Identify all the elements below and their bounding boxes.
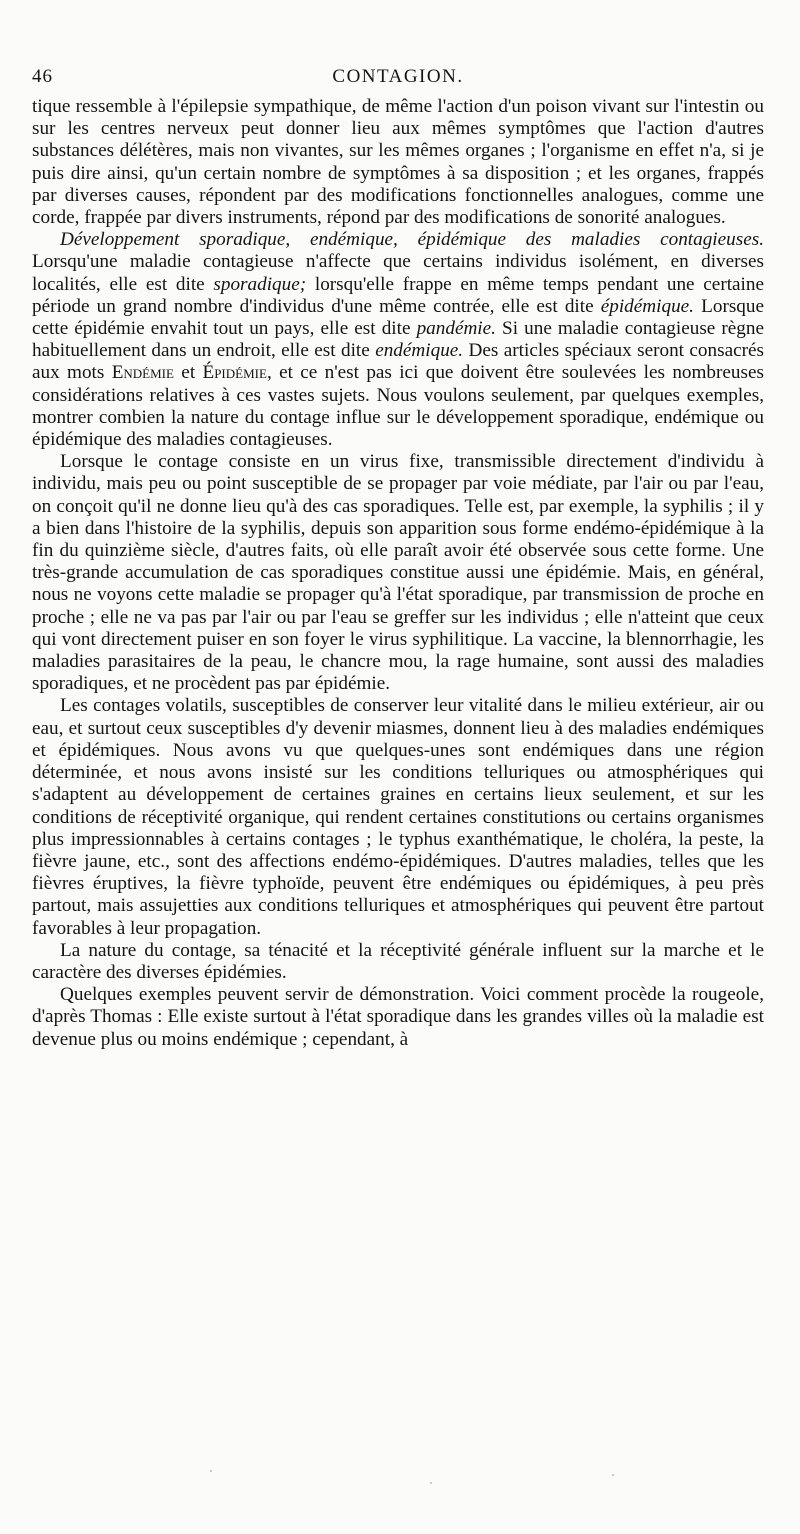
paragraph-development: Développement sporadique, endémique, épidémique des maladies contagieuses. Lorsqu'une maladie contagieuse n'affecte que certains individus isolément, en diverses localités, elle est dite sporadique; lorsqu'elle frappe en même temps pendant une certaine période un grand nombre d'individus d'une même contrée, elle est dite épidémique. Lorsque cette épidémie envahit tout un pays, elle est dite pandémie. Si une maladie contagieuse règne habituellement dans un endroit, elle est dite endémique. Des articles spéciaux seront consacrés aux mots Endémie et Épidémie, et ce n'est pas ici que doivent être soulevées les nombreuses considérations relatives à ces vastes sujets. Nous voulons seulement, par quelques exemples, montrer combien la nature du contage influe sur le développement sporadique, endémique ou épidémique des maladies contagieuses. (32, 229, 765, 451)
section-heading: Développement sporadique, endémique, épidémique des maladies contagieuses. (60, 229, 764, 251)
print-speck (612, 1474, 614, 1476)
term-pandemie: pandémie. (416, 318, 496, 340)
term-epidemie: Épidémie (202, 362, 267, 384)
paragraph-continuation: tique ressemble à l'épilepsie sympathique, de même l'action d'un poison vivant sur l'intestin ou sur les centres nerveux peut donner lieu aux mêmes symptômes que l'action d'autres substances délétères, mais non vivantes, sur les mêmes organes ; l'organisme en effet n'a, si je puis dire ainsi, qu'un certain nombre de symptômes à sa disposition ; et les organes, frappés par diverses causes, répondent par des modifications fonctionnelles analogues, comme une corde, frappée par divers instruments, répond par des modifications de sonorité analogues. (32, 96, 764, 229)
page-number: 46 (32, 66, 53, 87)
body-text (32, 96, 764, 1051)
print-speck (430, 1482, 432, 1484)
term-endemique: endémique. (375, 340, 464, 362)
term-endemie: Endémie (111, 362, 174, 384)
paragraph-examples: Quelques exemples peuvent servir de démonstration. Voici comment procède la rougeole, d'après Thomas : Elle existe surtout à l'état sporadique dans les grandes villes où la maladie est devenue plus ou moins endémique ; cependant, à (32, 984, 764, 1050)
page-header (32, 66, 764, 96)
paragraph-volatile-contagions: Les contages volatils, susceptibles de conserver leur vitalité dans le milieu extérieur, air ou eau, et surtout ceux susceptibles d'y devenir miasmes, donnent lieu à des maladies endémiques et épidémiques. Nous avons vu que quelques-unes sont endémiques dans une région déterminée, et nous avons insisté sur les conditions telluriques ou atmosphériques qui s'adaptent au développement de certaines graines en certains lieux seulement, et sur les conditions de réceptivité organique, qui rendent certaines constitutions ou certains organismes plus impressionnables à certains contages ; le typhus exanthématique, le choléra, la peste, la fièvre jaune, etc., sont des affections endémo-épidémiques. D'autres maladies, telles que les fièvres éruptives, la fièvre typhoïde, peuvent être endémiques ou épidémiques, à peu près partout, mais assujetties aux conditions telluriques et atmosphériques qui peuvent être partout favorables à leur propagation. (32, 695, 764, 939)
running-head: CONTAGION. (332, 66, 464, 87)
paragraph-fixed-virus: Lorsque le contage consiste en un virus fixe, transmissible directement d'individu à individu, mais peu ou point susceptible de se propager par voie médiate, par l'air ou par l'eau, on conçoit qu'il ne donne lieu qu'à des cas sporadiques. Telle est, par exemple, la syphilis ; il y a bien dans l'histoire de la syphilis, depuis son apparition sous forme endémo-épidémique à la fin du quinzième siècle, d'autres faits, où elle paraît avoir été observée sous cette forme. Une très-grande accumulation de cas sporadiques constitue aussi une épidémie. Mais, en général, nous ne voyons cette maladie se propager qu'à l'état sporadique, par transmission de proche en proche ; elle ne va pas par l'air ou par l'eau se greffer sur les individus ; elle n'atteint que ceux qui vont directement puiser en son foyer le virus syphilitique. La vaccine, la blennorrhagie, les maladies parasitaires de la peau, le chancre mou, la rage humaine, sont aussi des maladies sporadiques, et ne procèdent pas par épidémie. (32, 451, 764, 695)
term-sporadique: sporadique; (213, 273, 307, 295)
paragraph-nature-contage: La nature du contage, sa ténacité et la réceptivité générale influent sur la marche et le caractère des diverses épidémies. (32, 939, 764, 983)
print-speck (210, 1470, 212, 1472)
term-epidemique: épidémique. (600, 295, 694, 317)
